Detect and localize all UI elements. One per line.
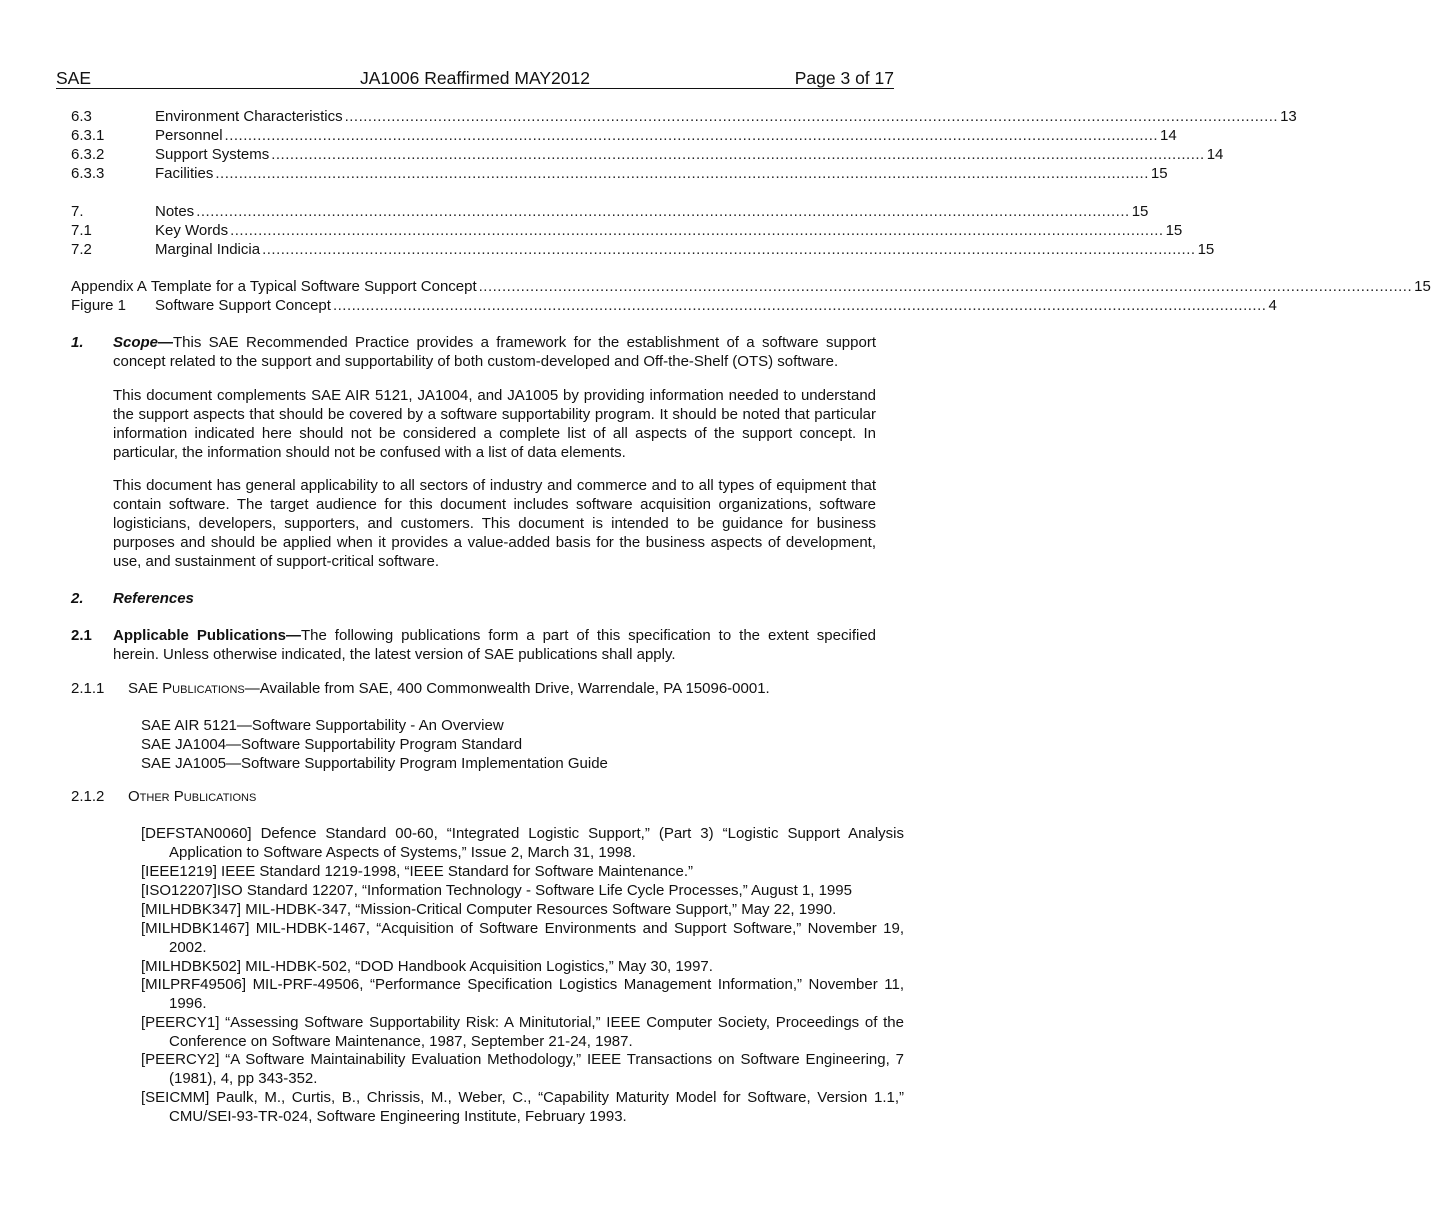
sae-publication-item: SAE AIR 5121—Software Supportability - An Overview: [141, 717, 504, 734]
reference-item: [MILHDBK347] MIL-HDBK-347, “Mission-Critical Computer Resources Software Support,” May 22, 1990.: [141, 901, 837, 918]
scope-paragraph-3: This document has general applicability to all sectors of industry and commerce and to all types of equipment that contain software. The target audience for this document includes software acquisition organizations, software logisticians, developers, supporters, and customers. This document is intended to be guidance for business purposes and should be applied when it provides a value-added basis for the business aspects of development, use, and sustainment of support-critical software.: [113, 477, 876, 570]
toc-number: Appendix A: [71, 278, 147, 295]
reference-item: [ISO12207]ISO Standard 12207, “Information Technology - Software Life Cycle Processes,” August 1, 1995: [141, 882, 852, 899]
toc-title: Environment Characteristics: [155, 108, 343, 125]
header-org: SAE: [56, 68, 92, 88]
toc-number: 6.3: [71, 108, 92, 125]
toc-title: Marginal Indicia: [155, 241, 261, 258]
toc-page: 14: [1160, 127, 1177, 144]
toc-entry[interactable]: [71, 107, 1297, 126]
toc-number: 7.1: [71, 222, 92, 239]
section-2-1-1-text: —Available from SAE, 400 Commonwealth Drive, Warrendale, PA 15096-0001.: [244, 680, 770, 697]
toc-leader: ........................................................................................................................................................................................................: [271, 146, 1205, 163]
toc-entry[interactable]: [71, 126, 1177, 145]
toc-title: Notes: [155, 203, 195, 220]
toc-title: Personnel: [155, 127, 223, 144]
toc-leader: ........................................................................................................................................................................................................: [224, 127, 1159, 144]
section-2-1-text: The following publications form a part of this specification to the extent specified herein. Unless otherwise indicated, the latest version of SAE publications shall apply.: [113, 627, 877, 663]
header-doc-id: JA1006 Reaffirmed MAY2012: [360, 68, 590, 88]
toc-number: 6.3.3: [71, 165, 105, 182]
toc-leader: ........................................................................................................................................................................................................: [332, 297, 1267, 314]
section-2-number: 2.: [71, 590, 84, 607]
toc-page: 13: [1280, 108, 1297, 125]
toc-title: Software Support Concept: [155, 297, 331, 314]
section-2-1-1-line: [128, 679, 770, 698]
toc-number: 7.2: [71, 241, 92, 258]
page-header: [56, 68, 894, 89]
reference-item: [IEEE1219] IEEE Standard 1219-1998, “IEEE Standard for Software Maintenance.”: [141, 863, 693, 880]
section-1-number: 1.: [71, 334, 84, 351]
toc-page: 14: [1206, 146, 1224, 163]
reference-item: [MILPRF49506] MIL-PRF-49506, “Performance Specification Logistics Management Information,” November 11, 1996.: [141, 976, 904, 1012]
toc-page: 15: [1165, 222, 1183, 239]
toc-leader: ........................................................................................................................................................................................................: [230, 222, 1164, 239]
header-page-number: Page 3 of 17: [794, 68, 894, 88]
section-2-heading: References: [113, 590, 194, 607]
toc-number: Figure 1: [71, 297, 127, 314]
toc-title: Support Systems: [155, 146, 270, 163]
toc-title: Template for a Typical Software Support Concept: [150, 278, 477, 295]
toc-title: Key Words: [155, 222, 229, 239]
toc-entry[interactable]: [71, 240, 1215, 259]
section-2-1-2-number: 2.1.2: [71, 788, 105, 805]
section-1-scope-paragraph: [113, 333, 876, 371]
toc-leader: ........................................................................................................................................................................................................: [215, 165, 1149, 182]
sae-publication-item: SAE JA1005—Software Supportability Program Implementation Guide: [141, 755, 608, 772]
toc-number: 6.3.1: [71, 127, 105, 144]
toc-leader: ........................................................................................................................................................................................................: [196, 203, 1130, 220]
toc-entry[interactable]: [71, 164, 1168, 183]
toc-number: 7.: [71, 203, 84, 220]
section-2-1-number: 2.1: [71, 627, 92, 644]
toc-entry[interactable]: [71, 202, 1149, 221]
reference-item: [MILHDBK1467] MIL-HDBK-1467, “Acquisition of Software Environments and Support Software,” November 19, 2002.: [141, 920, 904, 956]
toc-leader: ........................................................................................................................................................................................................: [262, 241, 1196, 258]
section-2-1-2-heading: Other Publications: [128, 788, 257, 805]
toc-page: 15: [1131, 203, 1149, 220]
scope-paragraph-2: This document complements SAE AIR 5121, JA1004, and JA1005 by providing information needed to understand the support aspects that should be covered by a software supportability program. It should be noted that particular information indicated here should not be considered a complete list of all aspects of the support concept. In particular, the information should not be confused with a list of data elements.: [113, 387, 876, 461]
reference-item: [PEERCY1] “Assessing Software Supportability Risk: A Minitutorial,” IEEE Computer Society, Proceedings of the Conference on Software Maintenance, 1987, September 21-24, 1987.: [141, 1014, 904, 1050]
reference-item: [DEFSTAN0060] Defence Standard 00-60, “Integrated Logistic Support,” (Part 3) “Logistic Support Analysis Application to Software Aspects of Systems,” Issue 2, March 31, 1998.: [141, 825, 904, 861]
section-1-heading: Scope: [113, 334, 159, 351]
toc-leader: ........................................................................................................................................................................................................: [344, 108, 1279, 125]
toc-entry[interactable]: [71, 296, 1277, 315]
toc-entry[interactable]: [71, 221, 1183, 240]
reference-item: [SEICMM] Paulk, M., Curtis, B., Chrissis, M., Weber, C., “Capability Maturity Model for Software, Version 1.1,” CMU/SEI-93-TR-024, Software Engineering Institute, February 1993.: [141, 1089, 904, 1125]
section-2-1-heading: Applicable Publications—: [113, 627, 301, 644]
toc-entry[interactable]: [71, 145, 1224, 164]
sae-publication-item: SAE JA1004—Software Supportability Program Standard: [141, 736, 523, 753]
toc-entry[interactable]: [71, 277, 1431, 296]
toc-page: 15: [1150, 165, 1168, 182]
toc-page: 15: [1414, 278, 1431, 295]
section-2-1-paragraph: [113, 626, 876, 664]
toc-title: Facilities: [155, 165, 214, 182]
toc-page: 4: [1268, 297, 1277, 314]
section-2-1-1-number: 2.1.1: [71, 680, 105, 697]
section-2-1-1-heading: SAE Publications: [128, 680, 245, 697]
heading-dash: —: [158, 334, 174, 351]
toc-number: 6.3.2: [71, 146, 105, 163]
toc-page: 15: [1197, 241, 1215, 258]
reference-item: [PEERCY2] “A Software Maintainability Evaluation Methodology,” IEEE Transactions on Software Engineering, 7 (1981), 4, pp 343-352.: [141, 1051, 904, 1087]
reference-item: [MILHDBK502] MIL-HDBK-502, “DOD Handbook Acquisition Logistics,” May 30, 1997.: [141, 958, 713, 975]
scope-intro-text: This SAE Recommended Practice provides a framework for the establishment of a software support concept related to the support and supportability of both custom-developed and Off-the-Shelf (OTS) software.: [113, 334, 876, 370]
toc-leader: ........................................................................................................................................................................................................: [478, 278, 1413, 295]
